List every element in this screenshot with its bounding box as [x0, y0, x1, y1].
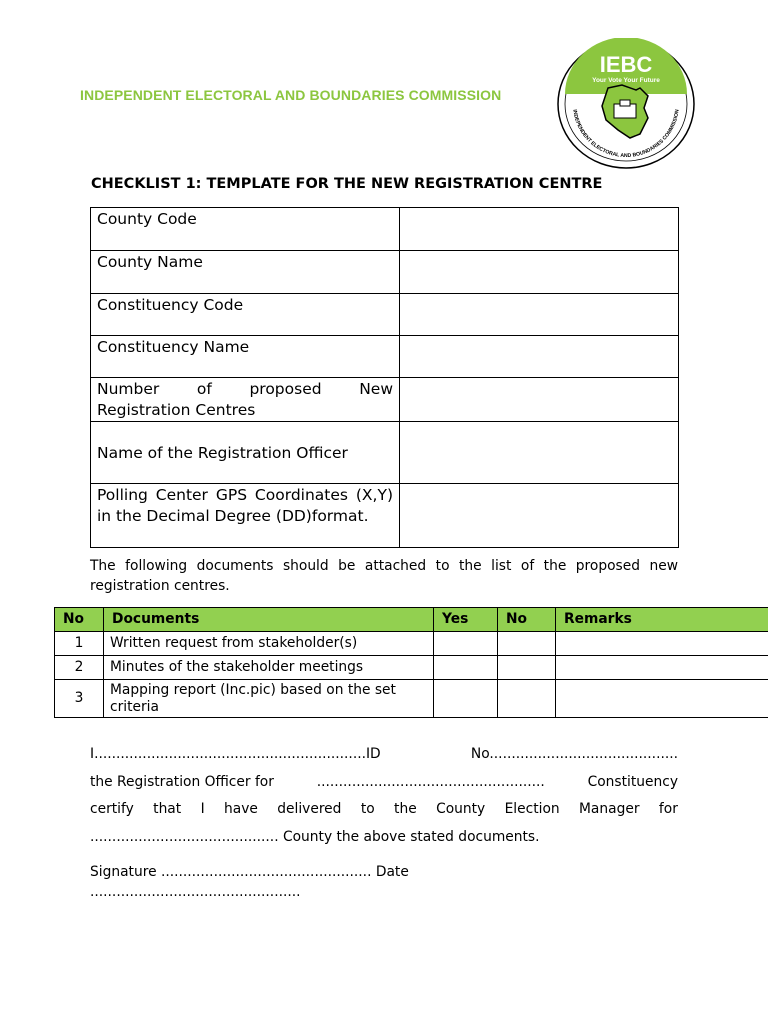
documents-table [54, 607, 768, 718]
logo-tagline: Your Vote Your Future [592, 77, 660, 84]
yes-cell[interactable] [434, 656, 498, 680]
header-yes: Yes [434, 608, 498, 632]
certification-statement [90, 741, 678, 851]
cert-line-3 [90, 796, 678, 824]
cert-word: the [394, 801, 417, 817]
field-label-gps-coordinates: Polling Center GPS Coordinates (X,Y) in the Decimal Degree (DD)format. [91, 484, 400, 548]
cert-word: for [658, 801, 678, 817]
yes-cell[interactable] [434, 632, 498, 656]
document-name: Mapping report (Inc.pic) based on the set criteria [104, 680, 434, 718]
field-label-county-code: County Code [91, 208, 400, 251]
row-number: 2 [55, 656, 104, 680]
cert-line-1 [90, 741, 678, 769]
field-label-constituency-name: Constituency Name [91, 336, 400, 378]
remarks-cell[interactable] [556, 680, 768, 718]
header-remarks: Remarks [556, 608, 768, 632]
cert-constituency-blank: .................................................... [316, 773, 545, 790]
cert-word: delivered [277, 801, 342, 817]
field-value-proposed-centres[interactable] [400, 378, 679, 422]
field-value-county-code[interactable] [400, 208, 679, 251]
cert-constituency-label: Constituency [587, 773, 678, 790]
signature-date-line: Signature ................................................ Date [90, 864, 409, 880]
field-value-gps-coordinates[interactable] [400, 484, 679, 548]
yes-cell[interactable] [434, 680, 498, 718]
cert-officer-text: the Registration Officer for [90, 773, 274, 790]
cert-word: County [436, 801, 486, 817]
organization-name: INDEPENDENT ELECTORAL AND BOUNDARIES COMMISSION [80, 87, 502, 103]
cert-name-blank: I..............................................................ID [90, 746, 381, 762]
cert-word: that [153, 801, 182, 817]
iebc-logo [556, 38, 696, 170]
cert-line-4: ........................................... County the above stated documents. [90, 828, 540, 845]
cert-word: to [360, 801, 375, 817]
no-cell[interactable] [498, 632, 556, 656]
cert-line-2 [90, 769, 678, 797]
field-label-registration-officer: Name of the Registration Officer [91, 422, 400, 484]
field-value-constituency-code[interactable] [400, 294, 679, 336]
documents-header-row [55, 608, 768, 632]
logo-ring-text: INDEPENDENT ELECTORAL AND BOUNDARIES COMMISSION [571, 109, 681, 160]
remarks-cell[interactable] [556, 656, 768, 680]
header-no-check: No [498, 608, 556, 632]
header-documents: Documents [104, 608, 434, 632]
cert-word: have [224, 801, 258, 817]
page-title: CHECKLIST 1: TEMPLATE FOR THE NEW REGISTRATION CENTRE [91, 176, 603, 192]
field-label-constituency-code: Constituency Code [91, 294, 400, 336]
registration-info-table [90, 207, 679, 548]
document-name: Minutes of the stakeholder meetings [104, 656, 434, 680]
cert-word: I [200, 801, 205, 817]
logo-abbrev: IEBC [599, 52, 653, 77]
field-label-county-name: County Name [91, 251, 400, 294]
attachment-instructions: The following documents should be attached to the list of the proposed new registration centres. [90, 558, 678, 594]
no-cell[interactable] [498, 656, 556, 680]
field-value-county-name[interactable] [400, 251, 679, 294]
row-number: 3 [55, 680, 104, 718]
signature-block [90, 862, 678, 902]
field-value-registration-officer[interactable] [400, 422, 679, 484]
field-value-constituency-name[interactable] [400, 336, 679, 378]
table-row [55, 656, 768, 680]
cert-word: certify [90, 801, 134, 817]
cert-word: Election [504, 801, 560, 817]
table-row [55, 632, 768, 656]
cert-id-blank: No........................................... [470, 746, 678, 762]
table-row [55, 680, 768, 718]
field-label-proposed-centres: Number of proposed New Registration Centres [91, 378, 400, 422]
document-name: Written request from stakeholder(s) [104, 632, 434, 656]
remarks-cell[interactable] [556, 632, 768, 656]
no-cell[interactable] [498, 680, 556, 718]
date-blank: ................................................ [90, 884, 301, 900]
row-number: 1 [55, 632, 104, 656]
cert-word: Manager [579, 801, 640, 817]
header-no: No [55, 608, 104, 632]
